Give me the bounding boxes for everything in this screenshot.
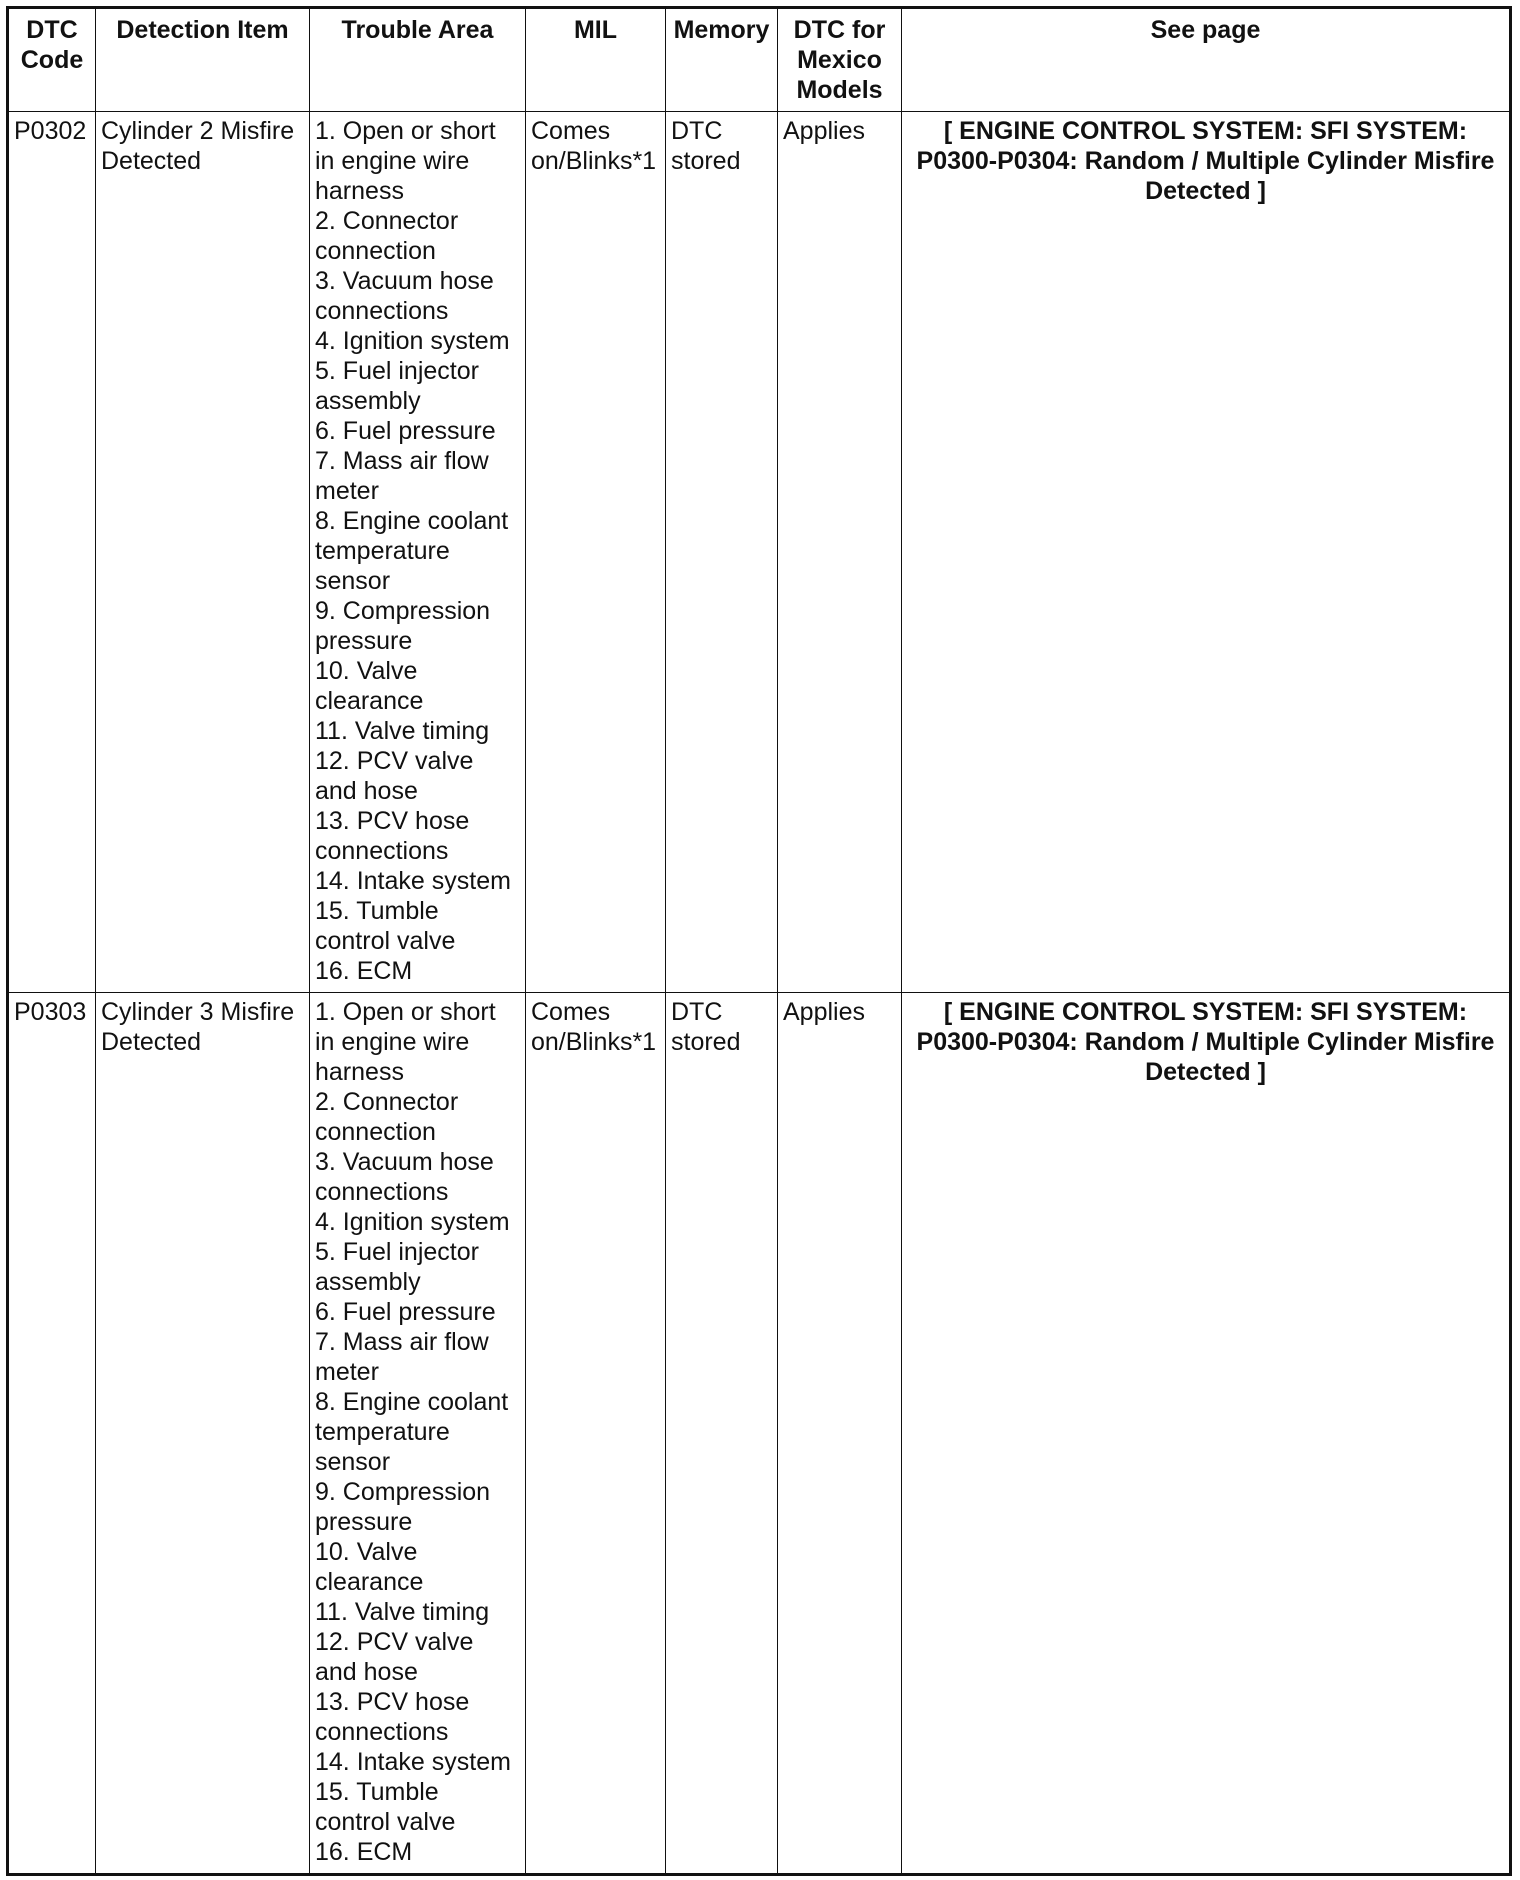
- trouble-area-line: meter: [315, 1358, 379, 1386]
- header-see-page: See page: [902, 8, 1511, 112]
- trouble-area-line: in engine wire: [315, 1028, 470, 1056]
- trouble-area-line: temperature: [315, 537, 450, 565]
- trouble-area-line: connection: [315, 237, 436, 265]
- trouble-area-line: 7. Mass air flow: [315, 1328, 489, 1356]
- trouble-area-line: in engine wire: [315, 147, 470, 175]
- trouble-area-cell: [310, 112, 526, 993]
- trouble-area-line: 5. Fuel injector: [315, 1238, 479, 1266]
- trouble-area-line: 8. Engine coolant: [315, 1388, 509, 1416]
- trouble-area-line: temperature: [315, 1418, 450, 1446]
- table-row: [8, 993, 1511, 1875]
- trouble-area-line: connections: [315, 1178, 449, 1206]
- detection-item-cell: Cylinder 3 Misfire Detected: [96, 993, 310, 1875]
- trouble-area-line: connections: [315, 297, 449, 325]
- trouble-area-line: 15. Tumble: [315, 897, 439, 925]
- trouble-area-line: 14. Intake system: [315, 1748, 511, 1776]
- trouble-area-line: 10. Valve: [315, 1538, 418, 1566]
- dtc-mexico-cell: Applies: [778, 993, 902, 1875]
- trouble-area-line: harness: [315, 1058, 404, 1086]
- dtc-code-cell: P0303: [8, 993, 96, 1875]
- trouble-area-line: 9. Compression: [315, 1478, 491, 1506]
- trouble-area-line: 16. ECM: [315, 1838, 413, 1866]
- trouble-area-line: 5. Fuel injector: [315, 357, 479, 385]
- trouble-area-line: 13. PCV hose: [315, 1688, 470, 1716]
- trouble-area-line: 2. Connector: [315, 207, 459, 235]
- trouble-area-line: 2. Connector: [315, 1088, 459, 1116]
- header-memory: Memory: [666, 8, 778, 112]
- trouble-area-line: 9. Compression: [315, 597, 491, 625]
- trouble-area-line: 11. Valve timing: [315, 1598, 490, 1626]
- trouble-area-line: 6. Fuel pressure: [315, 417, 496, 445]
- header-dtc-mexico: DTC for Mexico Models: [778, 8, 902, 112]
- dtc-mexico-cell: Applies: [778, 112, 902, 993]
- trouble-area-line: clearance: [315, 1568, 424, 1596]
- trouble-area-line: 11. Valve timing: [315, 717, 490, 745]
- see-page-link: [ ENGINE CONTROL SYSTEM: SFI SYSTEM: P0300-P0304: Random / Multiple Cylinder Misfire Detected ]: [902, 993, 1511, 1875]
- mil-cell: Comes on/Blinks*1: [526, 993, 666, 1875]
- dtc-code-cell: P0302: [8, 112, 96, 993]
- trouble-area-line: pressure: [315, 627, 413, 655]
- memory-cell: DTC stored: [666, 112, 778, 993]
- trouble-area-line: 10. Valve: [315, 657, 418, 685]
- trouble-area-line: 14. Intake system: [315, 867, 511, 895]
- header-dtc-code: DTC Code: [8, 8, 96, 112]
- trouble-area-line: and hose: [315, 1658, 418, 1686]
- trouble-area-line: 6. Fuel pressure: [315, 1298, 496, 1326]
- trouble-area-line: meter: [315, 477, 379, 505]
- trouble-area-line: 1. Open or short: [315, 998, 496, 1026]
- trouble-area-line: assembly: [315, 1268, 421, 1296]
- trouble-area-line: 3. Vacuum hose: [315, 267, 494, 295]
- table-row: [8, 112, 1511, 993]
- trouble-area-line: clearance: [315, 687, 424, 715]
- trouble-area-line: 16. ECM: [315, 957, 413, 985]
- trouble-area-line: harness: [315, 177, 404, 205]
- memory-cell: DTC stored: [666, 993, 778, 1875]
- dtc-table: [6, 6, 1512, 1876]
- trouble-area-line: and hose: [315, 777, 418, 805]
- trouble-area-line: 1. Open or short: [315, 117, 496, 145]
- trouble-area-line: 13. PCV hose: [315, 807, 470, 835]
- trouble-area-line: assembly: [315, 387, 421, 415]
- trouble-area-cell: [310, 993, 526, 1875]
- trouble-area-line: 4. Ignition system: [315, 1208, 510, 1236]
- trouble-area-line: 4. Ignition system: [315, 327, 510, 355]
- header-detection-item: Detection Item: [96, 8, 310, 112]
- trouble-area-line: control valve: [315, 927, 456, 955]
- trouble-area-line: connections: [315, 837, 449, 865]
- header-row: [8, 8, 1511, 112]
- header-mil: MIL: [526, 8, 666, 112]
- trouble-area-line: 7. Mass air flow: [315, 447, 489, 475]
- trouble-area-line: 3. Vacuum hose: [315, 1148, 494, 1176]
- header-trouble-area: Trouble Area: [310, 8, 526, 112]
- trouble-area-line: connections: [315, 1718, 449, 1746]
- trouble-area-line: connection: [315, 1118, 436, 1146]
- trouble-area-line: 15. Tumble: [315, 1778, 439, 1806]
- trouble-area-line: control valve: [315, 1808, 456, 1836]
- trouble-area-line: sensor: [315, 567, 391, 595]
- trouble-area-line: pressure: [315, 1508, 413, 1536]
- trouble-area-line: 12. PCV valve: [315, 1628, 474, 1656]
- see-page-link: [ ENGINE CONTROL SYSTEM: SFI SYSTEM: P0300-P0304: Random / Multiple Cylinder Misfire Detected ]: [902, 112, 1511, 993]
- detection-item-cell: Cylinder 2 Misfire Detected: [96, 112, 310, 993]
- trouble-area-line: 12. PCV valve: [315, 747, 474, 775]
- trouble-area-line: sensor: [315, 1448, 391, 1476]
- mil-cell: Comes on/Blinks*1: [526, 112, 666, 993]
- trouble-area-line: 8. Engine coolant: [315, 507, 509, 535]
